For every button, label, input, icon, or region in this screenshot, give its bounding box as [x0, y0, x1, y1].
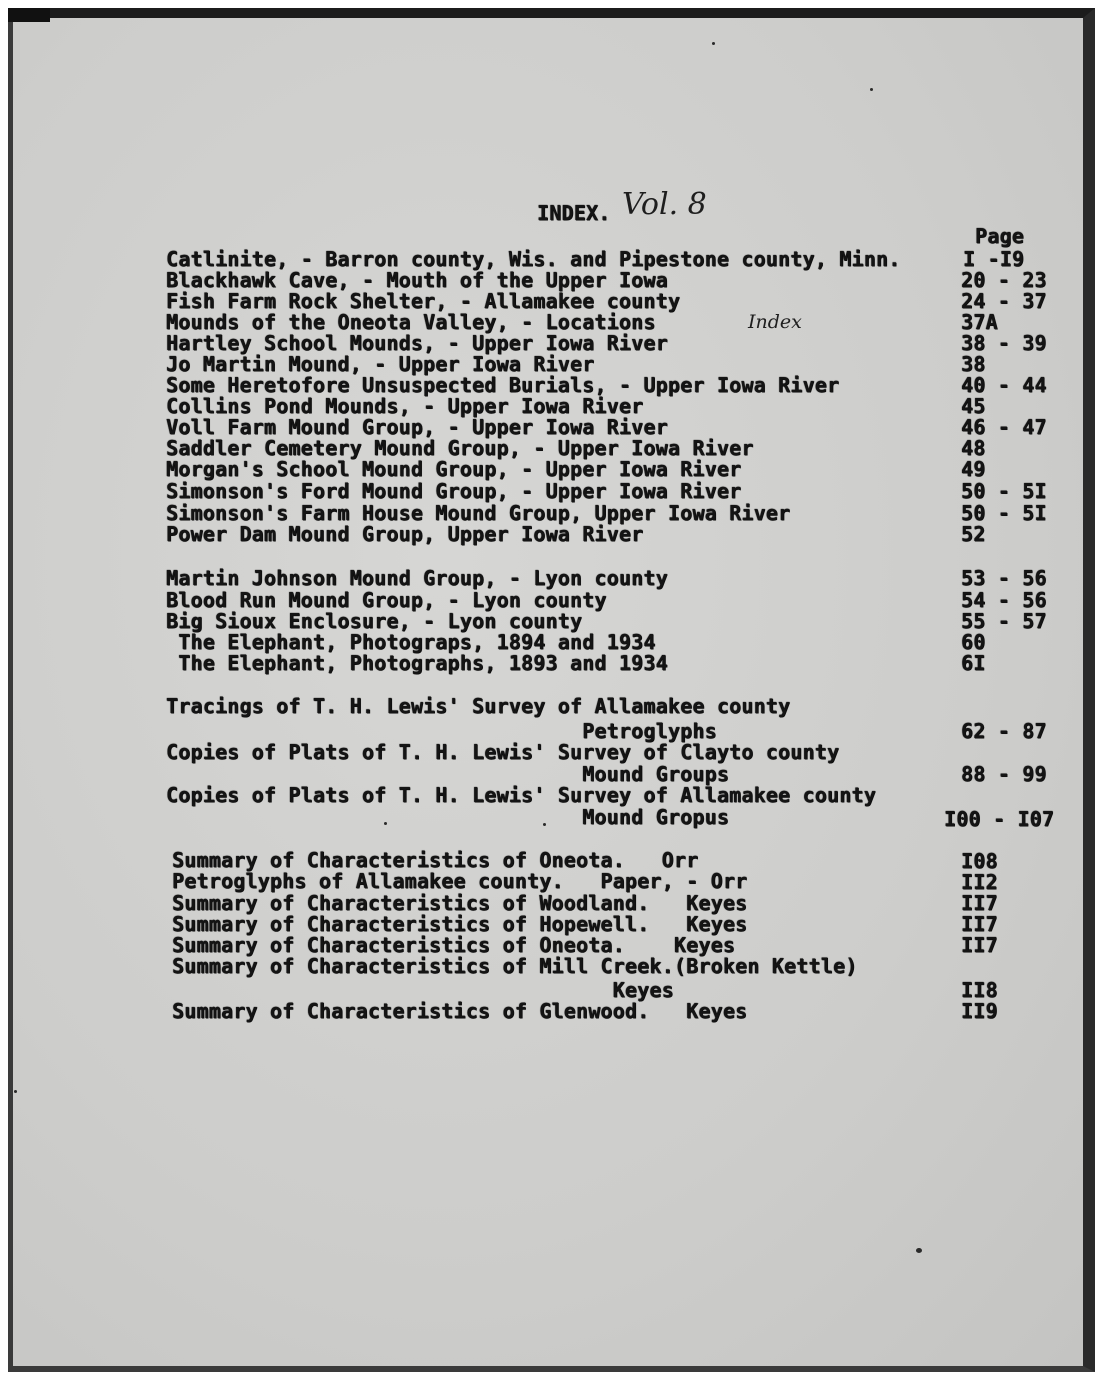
index-entry-text: Martin Johnson Mound Group, - Lyon county	[166, 566, 668, 590]
index-entry-page: 54 - 56	[961, 588, 1047, 612]
index-entry-text: Morgan's School Mound Group, - Upper Iowa River	[166, 457, 742, 481]
index-entry-page: II7	[961, 933, 998, 957]
scan-edge-tab	[8, 8, 50, 22]
page-column-label: Page	[975, 224, 1024, 248]
index-entry-page: 88 - 99	[961, 762, 1047, 786]
index-entry-text: Summary of Characteristics of Oneota. Orr	[172, 848, 699, 872]
index-entry-text: Big Sioux Enclosure, - Lyon county	[166, 609, 583, 633]
index-entry-text: Jo Martin Mound, - Upper Iowa River	[166, 352, 595, 376]
index-entry-text: Petroglyphs	[166, 719, 717, 743]
index-entry-page: II9	[961, 999, 998, 1023]
index-entry-text: Blackhawk Cave, - Mouth of the Upper Iowa	[166, 268, 668, 292]
scan-speck	[916, 1248, 922, 1253]
index-entry-page: 45	[961, 394, 986, 418]
index-entry-text: Tracings of T. H. Lewis' Survey of Allamakee county	[166, 694, 791, 718]
index-entry-text: Summary of Characteristics of Hopewell. Keyes	[172, 912, 748, 936]
index-entry-page: II7	[961, 891, 998, 915]
index-entry-page: I08	[961, 849, 998, 873]
index-entry-text: Petroglyphs of Allamakee county. Paper, - Orr	[172, 869, 748, 893]
index-entry-page: 48	[961, 436, 986, 460]
scan-speck	[712, 42, 715, 45]
index-entry-text: Voll Farm Mound Group, - Upper Iowa River	[166, 415, 668, 439]
handwritten-index-note: Index	[748, 311, 802, 333]
index-entry-text: Fish Farm Rock Shelter, - Allamakee county	[166, 289, 681, 313]
index-entry-text: Summary of Characteristics of Glenwood. Keyes	[172, 999, 748, 1023]
index-entry-page: 60	[961, 630, 986, 654]
index-entry-page: 52	[961, 522, 986, 546]
index-entry-text: Keyes	[172, 978, 674, 1002]
index-entry-page: 40 - 44	[961, 373, 1047, 397]
index-entry-page: 24 - 37	[961, 289, 1047, 313]
index-entry-page: 49	[961, 457, 986, 481]
index-entry-page: 62 - 87	[961, 719, 1047, 743]
index-title: INDEX.	[537, 201, 611, 225]
index-entry-page: 53 - 56	[961, 566, 1047, 590]
index-entry-text: Mound Gropus	[166, 805, 730, 829]
index-entry-text: Copies of Plats of T. H. Lewis' Survey of Allamakee county	[166, 783, 876, 807]
index-entry-text: Simonson's Farm House Mound Group, Upper Iowa River	[166, 501, 791, 525]
handwritten-volume: Vol. 8	[622, 187, 707, 222]
index-entry-text: Simonson's Ford Mound Group, - Upper Iowa River	[166, 479, 742, 503]
index-entry-page: 50 - 5I	[961, 479, 1047, 503]
index-entry-page: I00 - I07	[944, 807, 1055, 831]
index-entry-page: 20 - 23	[961, 268, 1047, 292]
index-entry-text: Summary of Characteristics of Mill Creek.(Broken Kettle)	[172, 954, 858, 978]
index-entry-text: Copies of Plats of T. H. Lewis' Survey of Clayto county	[166, 740, 840, 764]
index-entry-page: 55 - 57	[961, 609, 1047, 633]
index-entry-page: 46 - 47	[961, 415, 1047, 439]
index-entry-page: I -I9	[963, 247, 1025, 271]
index-entry-text: Mound Groups	[166, 762, 730, 786]
index-entry-text: Power Dam Mound Group, Upper Iowa River	[166, 522, 644, 546]
index-entry-page: 50 - 5I	[961, 501, 1047, 525]
index-entry-text: The Elephant, Photographs, 1893 and 1934	[166, 651, 668, 675]
index-entry-text: Mounds of the Oneota Valley, - Locations	[166, 310, 656, 334]
index-entry-text: Hartley School Mounds, - Upper Iowa River	[166, 331, 668, 355]
scan-speck	[870, 88, 873, 91]
index-entry-text: Blood Run Mound Group, - Lyon county	[166, 588, 607, 612]
index-entry-page: II2	[961, 870, 998, 894]
index-entry-page: 6I	[961, 651, 986, 675]
index-entry-text: Summary of Characteristics of Woodland. Keyes	[172, 891, 748, 915]
index-entry-text: Saddler Cemetery Mound Group, - Upper Iowa River	[166, 436, 754, 460]
index-entry-text: Catlinite, - Barron county, Wis. and Pipestone county, Minn.	[166, 247, 901, 271]
index-entry-text: Some Heretofore Unsuspected Burials, - Upper Iowa River	[166, 373, 840, 397]
index-entry-page: 37A	[961, 310, 998, 334]
index-entry-page: II7	[961, 912, 998, 936]
index-entry-text: Collins Pond Mounds, - Upper Iowa River	[166, 394, 644, 418]
index-entry-page: II8	[961, 978, 998, 1002]
scan-speck	[14, 1090, 17, 1093]
index-entry-page: 38	[961, 352, 986, 376]
index-entry-text: The Elephant, Photograps, 1894 and 1934	[166, 630, 656, 654]
index-entry-text: Summary of Characteristics of Oneota. Keyes	[172, 933, 736, 957]
index-entry-page: 38 - 39	[961, 331, 1047, 355]
